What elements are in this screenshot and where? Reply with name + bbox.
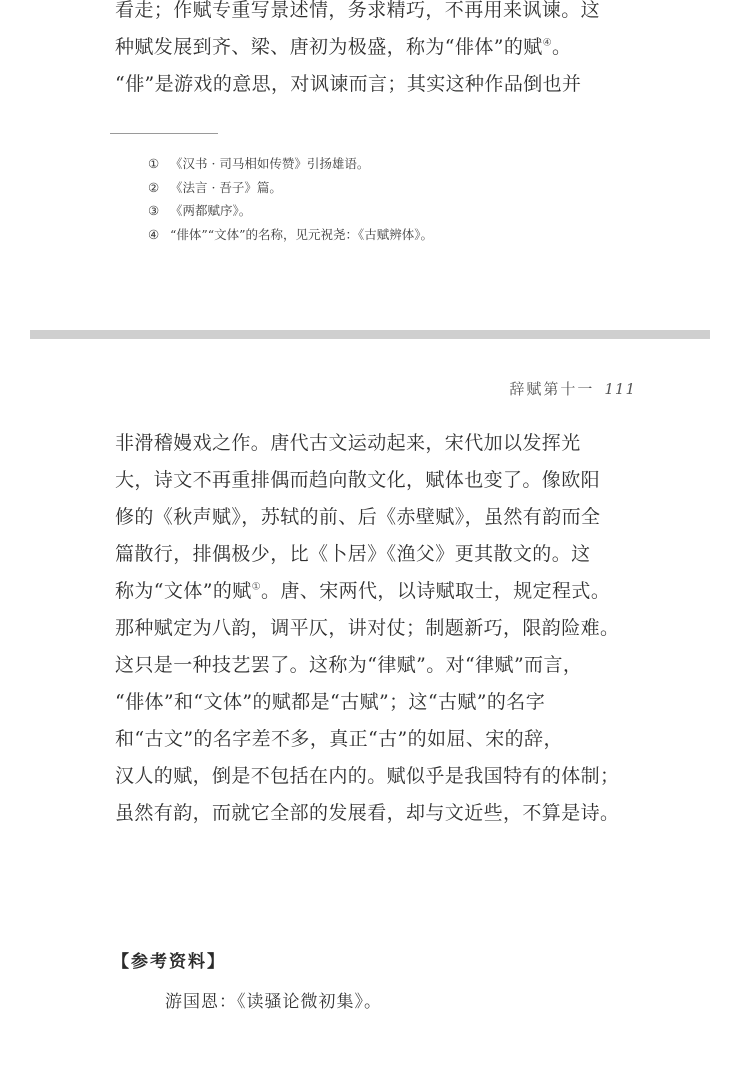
body-line: “俳”是游戏的意思，对讽谏而言；其实这种作品倒也并: [115, 73, 582, 95]
footnote-marker: ②: [148, 179, 160, 195]
body-line: [115, 573, 640, 610]
running-header: [509, 378, 636, 399]
footnote-text: 《法言 · 吾子》篇。: [170, 179, 282, 195]
footnote-text: “俳体”“文体”的名称，见元祝尧：《古赋辨体》。: [170, 226, 434, 242]
body-line: 修的《秋声赋》，苏轼的前、后《赤壁赋》，虽然有韵而全: [115, 506, 601, 528]
footnote-text: 《两都赋序》。: [170, 203, 252, 218]
body-line: 大，诗文不再重排偶而趋向散文化，赋体也变了。像欧阳: [115, 469, 601, 491]
current-page-body: [115, 425, 640, 832]
footnote-ref: ①: [251, 581, 262, 593]
body-line: 这只是一种技艺罢了。这称为“律赋”。对“律赋”而言，: [115, 654, 583, 676]
page-number: 111: [604, 380, 636, 398]
footnote-marker: ①: [148, 156, 160, 171]
reference-entry: 游国恩：《读骚论微初集》。: [165, 992, 382, 1012]
body-line-text: 种赋发展到齐、梁、唐初为极盛，称为“俳体”的赋: [115, 36, 543, 58]
page-separator: [30, 330, 710, 339]
chapter-title: 辞赋第十一: [509, 380, 595, 398]
previous-page-fragment: [0, 0, 733, 330]
footnote-list: [148, 152, 433, 246]
footnote-marker: ④: [148, 226, 160, 242]
footnote-divider: [110, 133, 218, 134]
body-line: 看走；作赋专重写景述情，务求精巧，不再用来讽谏。这: [115, 0, 601, 21]
body-line-text: 称为“文体”的赋: [115, 580, 252, 602]
footnote-item: [148, 199, 433, 223]
current-page: [0, 340, 733, 1080]
body-line: 非滑稽嫚戏之作。唐代古文运动起来，宋代加以发挥光: [115, 432, 581, 454]
footnote-text: 《汉书 · 司马相如传赞》引扬雄语。: [170, 156, 370, 171]
body-line: 虽然有韵，而就它全部的发展看，却与文近些，不算是诗。: [115, 802, 620, 824]
footnote-item: [148, 152, 433, 176]
section-heading-references: 【参考资料】: [112, 952, 226, 972]
previous-page-body: [115, 0, 640, 103]
body-line: 汉人的赋，倒是不包括在内的。赋似乎是我国特有的体制；: [115, 765, 620, 787]
footnote-marker: ③: [148, 203, 160, 218]
body-line: “俳体”和“文体”的赋都是“古赋”；这“古赋”的名字: [115, 691, 546, 713]
body-line: 种赋发展到齐、梁、唐初为极盛，称为“俳体”的赋④。: [115, 36, 572, 58]
footnote-item: [148, 176, 433, 200]
body-line: 和“古文”的名字差不多，真正“古”的如屈、宋的辞，: [115, 728, 563, 750]
footnote-ref: ④: [542, 37, 553, 49]
body-line-text: 。唐、宋两代，以诗赋取士，规定程式。: [261, 580, 611, 602]
footnote-item: [148, 223, 433, 247]
body-line: 那种赋定为八韵，调平仄，讲对仗；制题新巧，限韵险难。: [115, 617, 620, 639]
body-line: 篇散行，排偶极少，比《卜居》《渔父》更其散文的。这: [115, 543, 591, 565]
